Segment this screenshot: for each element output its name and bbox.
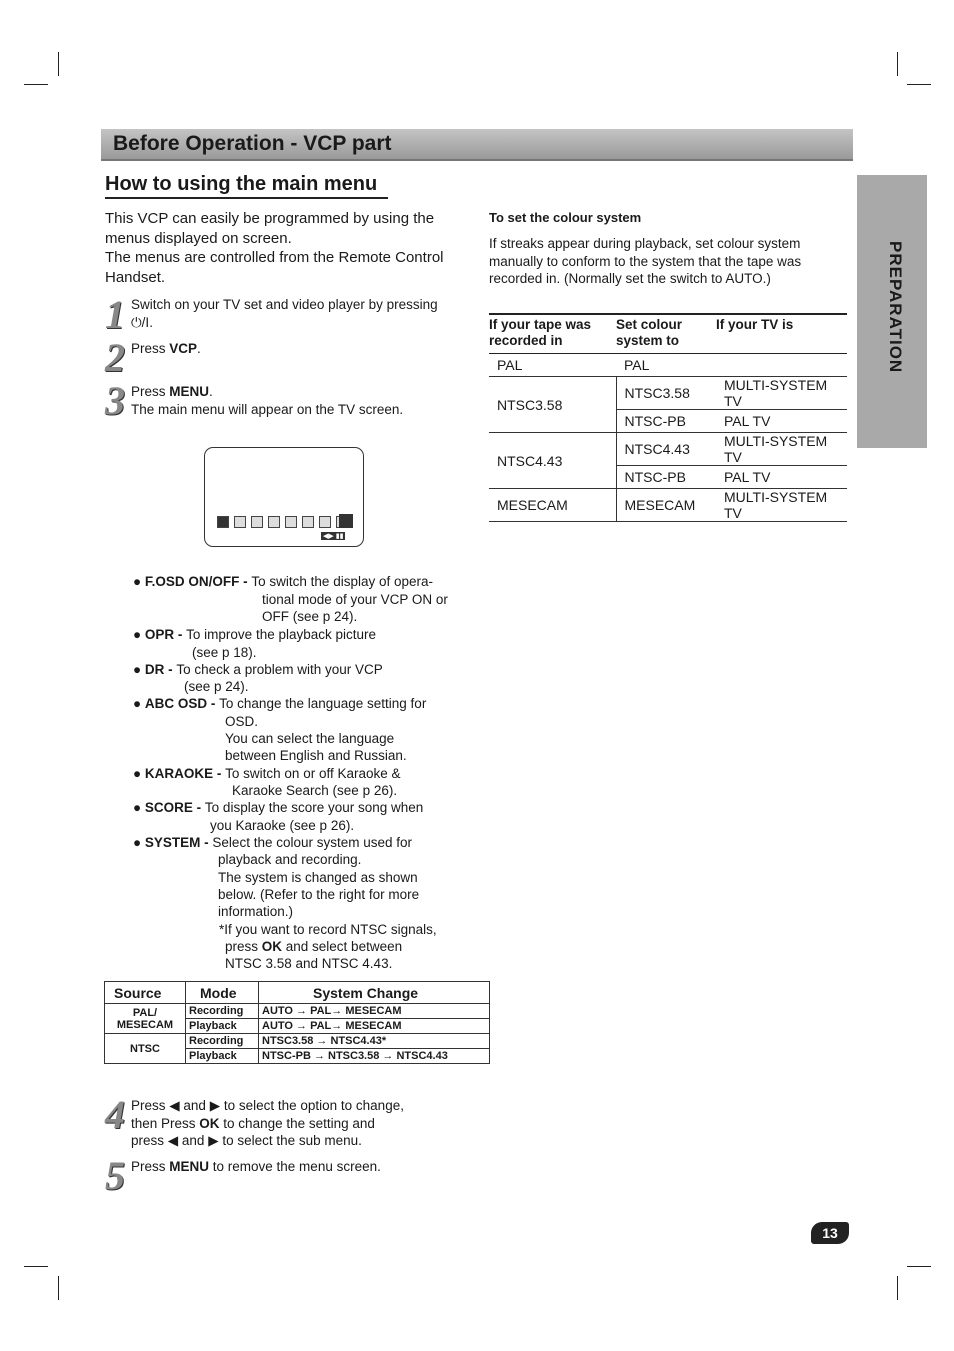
intro-line-1: This VCP can easily be programmed by using the menus displayed on screen. (105, 210, 435, 247)
bullet-text: To display the score your song when (204, 800, 424, 815)
table-header: Set colour system to (616, 314, 716, 354)
step-text: to change the setting and (219, 1115, 375, 1131)
table-header: If your tape was recorded in (489, 314, 616, 354)
bullet-fosd: ● F.OSD ON/OFF - To switch the display of opera- (133, 574, 433, 589)
section-title: How to using the main menu (105, 173, 378, 195)
table-cell: NTSC-PB → NTSC3.58 → NTSC4.43 (259, 1049, 490, 1064)
left-arrow-icon: ◀ (169, 1098, 180, 1113)
dr-icon (268, 516, 280, 528)
table-cell: PAL/ MESECAM (105, 1004, 186, 1034)
bullet-term: ABC OSD - (144, 696, 220, 711)
table-cell: MESECAM (616, 489, 716, 522)
step-text: The main menu will appear on the TV screen. (131, 401, 404, 417)
abc-osd-icon (285, 516, 297, 528)
table-cell: NTSC-PB (616, 410, 716, 433)
nav-arrows-icon: ◀▶ ▮▮ (323, 533, 344, 540)
left-arrow-icon: ◀ (167, 1133, 179, 1148)
tv-screen-illustration (204, 447, 364, 547)
bullet-score: ● SCORE - To display the score your song when (133, 800, 424, 815)
step-text: to remove the menu screen. (209, 1159, 381, 1174)
table-cell: AUTO → PAL→ MESECAM (259, 1019, 490, 1034)
step-text: to select the sub menu. (218, 1133, 362, 1148)
bullet-text: you Karaoke (see p 26). (210, 818, 355, 833)
opr-icon (251, 516, 263, 528)
header-bar (101, 129, 853, 161)
step-number: 1 (105, 292, 125, 337)
side-tab (857, 175, 927, 448)
score-icon (319, 516, 331, 528)
section-underline (105, 197, 388, 199)
bullet-term: DR - (144, 662, 177, 677)
bullet-text: To change the language setting for (219, 696, 427, 711)
crop-mark (58, 1276, 59, 1300)
crop-mark (897, 52, 898, 76)
crop-mark (24, 1266, 48, 1267)
menu-icon (339, 514, 353, 528)
table-row (489, 433, 847, 466)
bullet-text: To switch on or off Karaoke & (225, 766, 401, 781)
note-text: and select between (282, 939, 403, 954)
step-text: Press (131, 341, 170, 356)
bullet-text: playback and recording. (218, 852, 362, 867)
bullet-text: between English and Russian. (225, 748, 407, 763)
step-text: Press (131, 384, 170, 399)
table-header: System Change (259, 982, 490, 1004)
table-cell: AUTO → PAL→ MESECAM (259, 1004, 490, 1019)
bullet-text: information.) (218, 904, 294, 919)
table-cell: MESECAM (489, 489, 616, 522)
bullet-text: Karaoke Search (see p 26). (232, 783, 398, 798)
power-icon: ⏻/I (131, 314, 150, 330)
bullet-opr: ● OPR - To improve the playback picture (133, 627, 377, 642)
table-cell: PAL (616, 354, 716, 377)
crop-mark (24, 84, 48, 85)
step-key: MENU (169, 1159, 210, 1174)
crop-mark (907, 84, 931, 85)
bullet-text: tional mode of your VCP ON or (262, 592, 448, 607)
colour-system-table (489, 313, 847, 522)
bullet-karaoke: ● KARAOKE - To switch on or off Karaoke & (133, 766, 401, 781)
bullet-term: KARAOKE - (144, 766, 226, 781)
bullet-text: To switch the display of opera- (251, 574, 433, 589)
bullet-text: Select the colour system used for (212, 835, 413, 850)
crop-mark (907, 1266, 931, 1267)
table-header: If your TV is (716, 314, 847, 354)
intro-text (105, 209, 475, 287)
table-cell: Recording (186, 1004, 259, 1019)
table-row (105, 1034, 490, 1049)
bullet-text: To check a problem with your VCP (176, 662, 383, 677)
step-3-text (131, 383, 471, 418)
step-key: OK (199, 1115, 220, 1131)
step-5-text (131, 1158, 471, 1176)
menu-icon-row (217, 516, 348, 528)
table-header: Source (105, 982, 186, 1004)
step-text: . (197, 341, 201, 356)
page-number: 13 (811, 1222, 849, 1244)
note-text: If you want to record NTSC signals, (224, 922, 437, 937)
step-text: . (149, 314, 153, 330)
bullet-term: F.OSD ON/OFF - (144, 574, 252, 589)
table-header: Mode (186, 982, 259, 1004)
step-key: MENU (169, 384, 210, 399)
bullet-term: SCORE - (144, 800, 205, 815)
table-cell: NTSC (105, 1034, 186, 1064)
table-cell: NTSC3.58 → NTSC4.43* (259, 1034, 490, 1049)
step-text: press (131, 1133, 168, 1148)
step-text: Press (131, 1098, 170, 1113)
note-text: NTSC 3.58 and NTSC 4.43. (225, 956, 393, 971)
step-number: 4 (105, 1092, 125, 1137)
table-cell: PAL TV (716, 466, 847, 489)
bullet-system: ● SYSTEM - Select the colour system used for (133, 835, 413, 850)
karaoke-icon (302, 516, 314, 528)
bullet-text: The system is changed as shown (218, 870, 418, 885)
table-header-row (105, 982, 490, 1004)
step-text: Switch on your TV set and video player by pressing (131, 297, 438, 312)
step-number: 5 (105, 1153, 125, 1198)
table-cell: Recording (186, 1034, 259, 1049)
table-cell: PAL (489, 354, 616, 377)
bullet-text: below. (Refer to the right for more (218, 887, 420, 902)
bullet-text: (see p 24). (184, 679, 249, 694)
right-arrow-icon: ▶ (208, 1133, 219, 1148)
colour-section-body: If streaks appear during playback, set colour system manually to conform to the system that the tape was recorded in. (Normally set the switch to AUTO.) (489, 236, 802, 287)
bullet-dr: ● DR - To check a problem with your VCP (133, 662, 383, 677)
table-header-row (489, 314, 847, 354)
colour-section-title: To set the colour system (489, 210, 642, 225)
intro-line-2: The menus are controlled from the Remote Control Handset. (105, 249, 444, 286)
step-2-text (131, 340, 471, 358)
page-title: Before Operation - VCP part (113, 132, 392, 155)
table-cell: NTSC3.58 (616, 377, 716, 410)
fosd-icon (234, 516, 246, 528)
table-row (489, 377, 847, 410)
bullet-abc-osd: ● ABC OSD - To change the language setting for (133, 696, 427, 711)
bullet-text: OFF (see p 24). (262, 609, 358, 624)
crop-mark (897, 1276, 898, 1300)
crop-mark (58, 52, 59, 76)
table-row (489, 354, 847, 377)
step-text: . (209, 384, 213, 399)
table-cell: MULTI-SYSTEM TV (716, 489, 847, 522)
step-key: VCP (169, 341, 198, 356)
step-text: then Press (131, 1115, 200, 1131)
step-text: and (179, 1098, 210, 1113)
table-cell: MULTI-SYSTEM TV (716, 377, 847, 410)
table-cell: MULTI-SYSTEM TV (716, 433, 847, 466)
table-cell: PAL TV (716, 410, 847, 433)
table-cell: NTSC3.58 (489, 377, 616, 433)
bullet-text: You can select the language (225, 731, 395, 746)
system-note (225, 938, 402, 955)
bullet-text: To improve the playback picture (186, 627, 377, 642)
note-text: press (225, 939, 262, 954)
table-row (489, 489, 847, 522)
step-text: Press (131, 1159, 170, 1174)
table-cell: NTSC-PB (616, 466, 716, 489)
note-star: * (219, 922, 225, 937)
step-text: and (178, 1133, 209, 1148)
side-tab-label: PREPARATION (886, 241, 905, 374)
step-1-text (131, 296, 471, 331)
table-cell (716, 354, 847, 377)
step-number: 2 (105, 335, 125, 380)
system-note (219, 921, 437, 938)
table-row (105, 1004, 490, 1019)
table-cell: NTSC4.43 (616, 433, 716, 466)
bullet-text: (see p 18). (192, 645, 257, 660)
menu-icon (217, 516, 229, 528)
step-number: 3 (105, 378, 125, 423)
bullet-text: OSD. (225, 714, 259, 729)
right-arrow-icon: ▶ (209, 1098, 221, 1113)
system-change-table (104, 981, 490, 1064)
bullet-term: OPR - (144, 627, 187, 642)
step-text: to select the option to change, (220, 1098, 404, 1113)
table-cell: NTSC4.43 (489, 433, 616, 489)
table-cell: Playback (186, 1019, 259, 1034)
step-4-text (131, 1097, 471, 1150)
note-key: OK (261, 939, 283, 954)
bullet-term: SYSTEM - (144, 835, 213, 850)
table-cell: Playback (186, 1049, 259, 1064)
